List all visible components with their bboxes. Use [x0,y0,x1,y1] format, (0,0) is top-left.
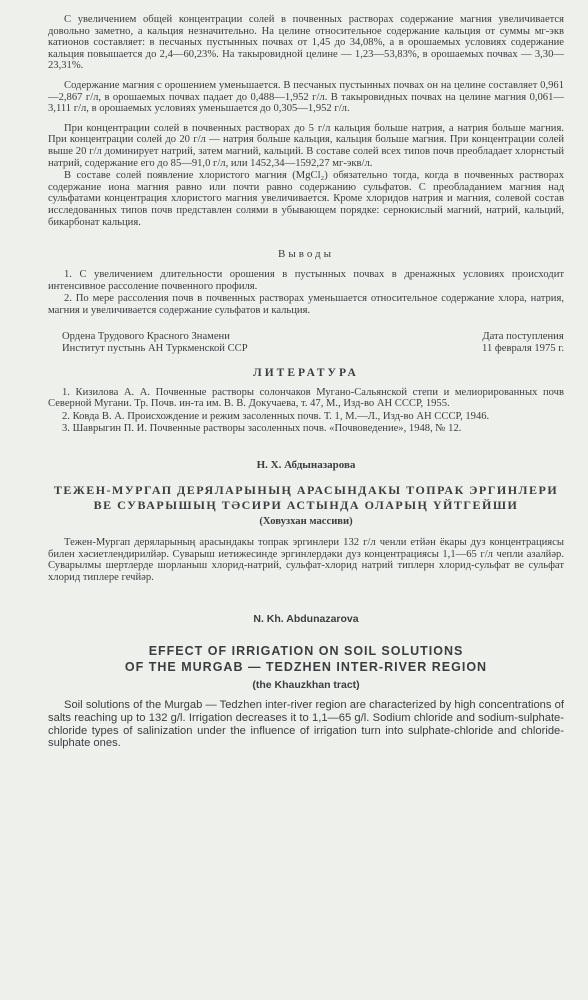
turkmen-summary [48,459,564,583]
reference-item: 1. Кизилова А. А. Почвенные растворы солончаков Мугано-Сальянской степи и мелиорированных почв Северной Мугани. Тр. Почв. ин-та им. В. В. Докучаева, т. 47, М., Изд-во АН СССР, 1955. [48,386,564,410]
body-paragraph: Содержание магния с орошением уменьшается. В песчаных пустынных почвах он на целине составляет 0,961—2,867 г/л, в орошаемых почвах падает до 0,488—1,952 г/л. В такыровидных почвах на целине магния 0,061—3,111 г/л, в орошаемых условиях уменьшается до 0,305—1,952 г/л. [48,79,564,115]
summary-title-line: ТЕЖЕН-МУРГАП ДЕРЯЛАРЫНЫҢ АРАСЫНДАКЫ ТОПРАК ЭРГИНЛЕРИ [53,483,559,498]
reference-item: 3. Шаврыгин П. И. Почвенные растворы засоленных почв. «Почвоведение», 1948, № 12. [62,423,462,435]
literature-heading: ЛИТЕРАТУРА [253,366,359,379]
received-date [482,331,564,354]
received-label: Дата поступления [482,331,564,343]
body-paragraph: В составе солей появление хлористого магния (MgCl₂) обязательно тогда, когда в почвенных растворах содержание иона магния равно или почти равно содержанию сульфатов. С преобладанием магния над сульфатами концентрация хлористого магния увеличивается. Кроме хлоридов натрия и магния, солевой состав исследованных типов почв представлен солями в убывающем порядке: сернокислый магний, натрий, кальций, бикарбонат кальция. [48,170,564,228]
institution-line: Ордена Трудового Красного Знамени [62,331,230,343]
summary-subtitle: (the Khauzkhan tract) [252,679,360,692]
conclusion-item: 1. С увеличением длительности орошения в пустынных почвах в дренажных условиях происходит интенсивное рассоление почвенного профиля. [48,269,564,292]
body-paragraph: С увеличением общей концентрации солей в почвенных растворах содержание магния увеличивается довольно заметно, а кальция незначительно. На целине относительное содержание кальция от суммы мг-экв катионов составляет: в песчаных пустынных почвах от 1,45 до 34,08%, а в орошаемых условиях содержание кальция повышается до 2,4—60,23%. На такыровидной целине — 1,23—53,83%, в орошаемых почвах — 3,30—23,31%. [48,14,564,72]
conclusion-item: 2. По мере рассоления почв в почвенных растворах уменьшается относительное содержание хлора, натрия, магния и увеличивается содержание сульфатов и кальция. [48,293,564,316]
institution-line: Институт пустынь АН Туркменской ССР [62,343,248,355]
summary-subtitle: (Ховузхан массиви) [259,516,353,528]
summary-text: Тежен-Мургап деряларының арасындакы топрак эргинлери 132 г/л ченли етйән ёкары дуз концентрациясы билен хәсиетлендирилйәр. Суварыш иетижесинде эргинлердәки дуз концентрациясы 1,1—65 г/л чепли азалйәр. Суварылмы шертлерде шорланыш хлорид-натрий, сульфат-хлорид натрий типлерн хлорид-сульфат ве сульфат хлорид типлере гечйәр. [48,537,564,583]
literature-section [48,367,564,435]
conclusions-section [48,248,564,316]
summary-author: Н. Х. Абдыназарова [256,459,356,472]
summary-title-line: EFFECT OF IRRIGATION ON SOIL SOLUTIONS [148,644,464,659]
english-summary [48,613,564,749]
summary-text: Soil solutions of the Murgab — Tedzhen inter-river region are characterized by high concentrations of salts reaching up to 132 g/l. Irrigation decreases it to 1,1—65 g/l. Sodium chloride and sodium-sulphate-chloride types of salinization under the influence of irrigation turn into sulphate-chloride and chloride-sulphate ones. [48,699,564,750]
affiliation-block [48,331,564,354]
received-value: 11 февраля 1975 г. [482,343,564,355]
summary-author: N. Kh. Abdunazarova [253,613,359,626]
conclusions-heading: Выводы [277,248,335,261]
body-paragraph: При концентрации солей в почвенных растворах до 5 г/л кальция больше натрия, а натрия больше магния. При концентрации солей до 20 г/л — натрия больше кальция, кальция больше магния. При концентрации солей выше 20 г/л доминирует натрий, затем магний, кальций. В составе солей всех типов почв преобладает хлорнстый натрий, содержание его до 85—91,0 г/л, или 1452,34—1592,27 мг-экв/л. [48,122,564,169]
summary-title-line: OF THE MURGAB — TEDZHEN INTER-RIVER REGION [124,660,488,675]
article-body [48,14,564,228]
summary-title-line: ВЕ СУВАРЫШЫҢ ТӘСИРИ АСТЫНДА ОЛАРЫҢ ҮЙТГЕЙШИ [93,498,519,513]
institution [62,331,248,354]
reference-item: 2. Ковда В. А. Происхождение и режим засоленных почв. Т. 1, М.—Л., Изд-во АН СССР, 1946. [62,410,490,422]
